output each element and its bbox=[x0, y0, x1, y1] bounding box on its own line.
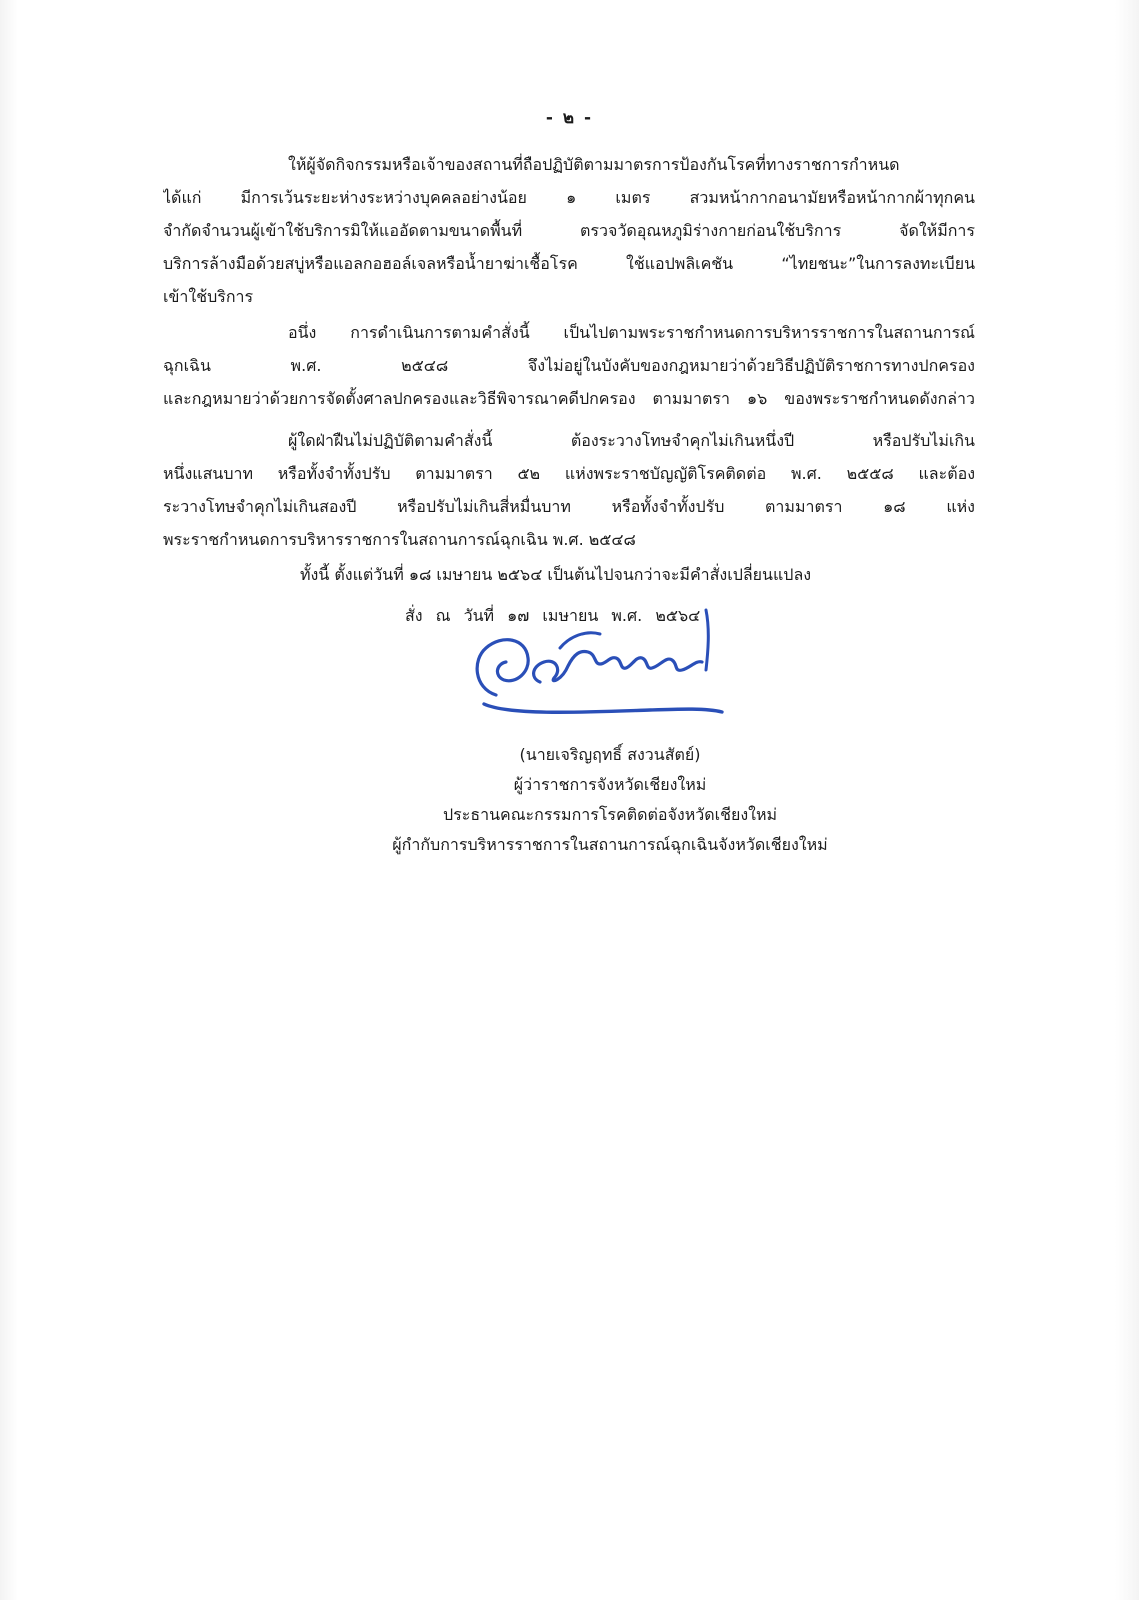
paragraph-legal-basis bbox=[163, 316, 975, 415]
handwritten-signature bbox=[470, 600, 740, 732]
paragraph-line: หนึ่งแสนบาท หรือทั้งจำทั้งปรับ ตามมาตรา ๕๒ แห่งพระราชบัญญัติโรคติดต่อ พ.ศ. ๒๕๕๘ และต้อง bbox=[163, 464, 975, 483]
paragraph-line: เข้าใช้บริการ bbox=[163, 287, 254, 306]
paragraph-line: ระวางโทษจำคุกไม่เกินสองปี หรือปรับไม่เกินสี่หมื่นบาท หรือทั้งจำทั้งปรับ ตามมาตรา ๑๘ แห่ง bbox=[163, 497, 975, 516]
signer-title: ผู้กำกับการบริหารราชการในสถานการณ์ฉุกเฉินจังหวัดเชียงใหม่ bbox=[392, 835, 828, 854]
signer-block bbox=[350, 740, 870, 860]
paragraph-line: อนึ่ง การดำเนินการตามคำสั่งนี้ เป็นไปตามพระราชกำหนดการบริหารราชการในสถานการณ์ bbox=[288, 323, 975, 342]
paragraph-line: บริการล้างมือด้วยสบู่หรือแอลกอฮอล์เจลหรือน้ำยาฆ่าเชื้อโรค ใช้แอปพลิเคชัน “ไทยชนะ”ในการลงทะเบียน bbox=[163, 254, 975, 273]
paragraph-line: พระราชกำหนดการบริหารราชการในสถานการณ์ฉุกเฉิน พ.ศ. ๒๕๔๘ bbox=[163, 530, 636, 549]
signer-title: ประธานคณะกรรมการโรคติดต่อจังหวัดเชียงใหม่ bbox=[442, 805, 778, 824]
signature-stroke bbox=[706, 610, 708, 670]
signature-stroke bbox=[560, 633, 600, 648]
paragraph-line: ให้ผู้จัดกิจกรรมหรือเจ้าของสถานที่ถือปฏิบัติตามมาตรการป้องกันโรคที่ทางราชการกำหนด bbox=[288, 155, 900, 174]
paragraph-line: ผู้ใดฝ่าฝืนไม่ปฏิบัติตามคำสั่งนี้ ต้องระวางโทษจำคุกไม่เกินหนึ่งปี หรือปรับไม่เกิน bbox=[288, 431, 975, 450]
signature-stroke bbox=[477, 640, 528, 695]
paragraph-line: ฉุกเฉิน พ.ศ. ๒๕๔๘ จึงไม่อยู่ในบังคับของกฎหมายว่าด้วยวิธีปฏิบัติราชการทางปกครอง bbox=[163, 356, 975, 375]
paragraph-line: และกฎหมายว่าด้วยการจัดตั้งศาลปกครองและวิธีพิจารณาคดีปกครอง ตามมาตรา ๑๖ ของพระราชกำหนดดังกล่าว bbox=[163, 389, 975, 408]
paragraph-line: จำกัดจำนวนผู้เข้าใช้บริการมิให้แออัดตามขนาดพื้นที่ ตรวจวัดอุณหภูมิร่างกายก่อนใช้บริการ จัดให้มีการ bbox=[163, 221, 975, 240]
order-date: สั่ง ณ วันที่ ๑๗ เมษายน พ.ศ. ๒๕๖๔ bbox=[405, 606, 701, 625]
signer-name: (นายเจริญฤทธิ์ สงวนสัตย์) bbox=[519, 745, 701, 764]
signature-stroke bbox=[534, 652, 702, 682]
paragraph-venue-measures bbox=[163, 148, 975, 313]
signer-title: ผู้ว่าราชการจังหวัดเชียงใหม่ bbox=[513, 775, 707, 794]
paragraph-line: ได้แก่ มีการเว้นระยะห่างระหว่างบุคคลอย่างน้อย ๑ เมตร สวมหน้ากากอนามัยหรือหน้ากากผ้าทุกคน bbox=[163, 188, 975, 207]
effective-date-statement: ทั้งนี้ ตั้งแต่วันที่ ๑๘ เมษายน ๒๕๖๔ เป็นต้นไปจนกว่าจะมีคำสั่งเปลี่ยนแปลง bbox=[300, 565, 812, 584]
page-number: - ๒ - bbox=[545, 108, 594, 128]
signature-stroke bbox=[484, 704, 722, 712]
paragraph-penalties bbox=[163, 424, 975, 556]
